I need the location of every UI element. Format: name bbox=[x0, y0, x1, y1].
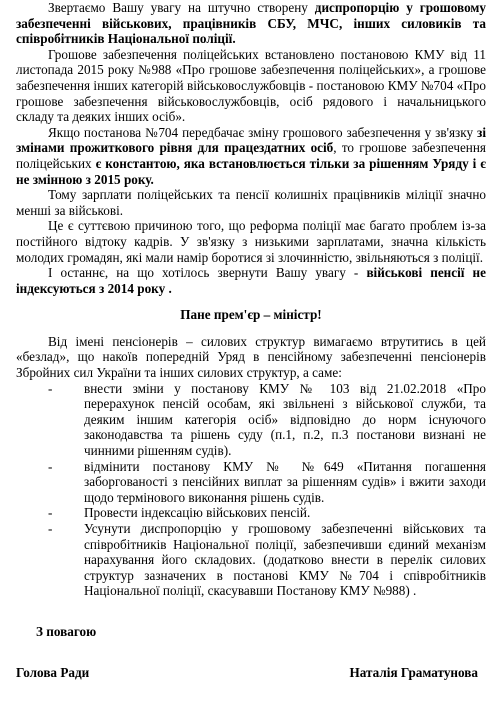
paragraph-text: Якщо постанова №704 передбачає зміну грошового забезпечення у зв'язку bbox=[48, 124, 478, 140]
list-item-text: відмінити постанову КМУ № №649 «Питання погашення заборгованості з пенсійних виплат за рішенням судів» і вжити заходи щодо термінового виконання рішень судів. bbox=[84, 458, 486, 505]
closing-salutation: З повагою bbox=[36, 623, 97, 639]
signature-block bbox=[16, 665, 486, 681]
address-heading: Пане прем'єр – міністр! bbox=[180, 307, 322, 323]
paragraph-resolution-704 bbox=[16, 125, 486, 187]
paragraph-text: , то грошове забезпечення поліцейських bbox=[16, 140, 486, 171]
list-item bbox=[16, 459, 486, 506]
paragraph-pensions-lower: Тому зарплати поліцейських та пенсії колишніх працівників міліції значно менші за військові. bbox=[16, 187, 486, 218]
signer-name: Наталія Граматунова bbox=[349, 664, 478, 680]
list-item-text: Провести індексацію військових пенсій. bbox=[84, 505, 311, 521]
paragraph-text: І останнє, на що хотілось звернути Вашу увагу - bbox=[48, 265, 367, 281]
paragraph-emphasis: зі змінами прожиткового рівня для працездатних осіб bbox=[16, 124, 486, 156]
paragraph-disproportion bbox=[16, 0, 486, 47]
list-item-text: внести зміни у постанову КМУ № 103 від 21.02.2018 «Про перерахунок пенсій особам, які звільнені з військової служби, та деяким іншим категорія осіб» відповідно до норм існуючого законодавства та рішень суду (п.1, п.2, п.3 постанови визнані не чинними рішенням судів). bbox=[84, 380, 486, 459]
list-item bbox=[16, 521, 486, 599]
paragraph-text: Звертаємо Вашу увагу на штучно створену bbox=[48, 0, 315, 15]
list-dash: - bbox=[48, 505, 53, 521]
demands-list bbox=[16, 381, 486, 599]
list-dash: - bbox=[48, 521, 53, 536]
signer-title: Голова Ради bbox=[16, 664, 90, 680]
paragraph-staff-outflow: Це є суттєвою причиною того, що реформа поліції має багато проблем із-за постійного відтоку кадрів. У зв'язку з низькими зарплатами, значна кількість молодих громадян, які мали намір боротися зі злочинністю, звільняються з поліції. bbox=[16, 218, 486, 265]
list-item bbox=[16, 505, 486, 521]
list-item-text: Усунути диспропорцію у грошовому забезпеченні військових та співробітників Національної поліції, забезпечивши єдиний механізм нарахування його складових. (додатково внести в перелік силових структур зазначених в постанові КМУ №704 і співробітників Національної поліції, скасувавши Постанову КМУ №988) . bbox=[84, 521, 486, 599]
paragraph-emphasis: є константою, яка встановлюється тільки за рішенням Уряду і є не змінною з 2015 року. bbox=[16, 155, 486, 187]
paragraph-emphasis: диспропорцію у грошовому забезпеченні військових, працівників СБУ, МЧС, інших силовиків та співробітників Національної поліції. bbox=[16, 0, 486, 47]
paragraph-demand-intro: Від імені пенсіонерів – силових структур вимагаємо втрутитись в цей «безлад», що накоїв попередній Уряд в пенсійному забезпеченні пенсіонерів Збройних сил України та інших силових структур, а саме: bbox=[16, 333, 486, 381]
paragraph-no-indexation bbox=[16, 265, 486, 296]
paragraph-emphasis: військові пенсії не індексуються з 2014 року . bbox=[16, 265, 486, 296]
list-dash: - bbox=[48, 458, 53, 474]
list-item bbox=[16, 381, 486, 459]
list-dash: - bbox=[48, 380, 53, 396]
paragraph-police-pay: Грошове забезпечення поліцейських встановлено постановою КМУ від 11 листопада 2015 року №988 «Про грошове забезпечення поліцейських», а грошове забезпечення інших категорій військовослужбовців - постановою КМУ №704 «Про грошове забезпечення військовослужбовців, осіб рядового і начальницького складу та деяких інших осіб». bbox=[16, 46, 486, 125]
